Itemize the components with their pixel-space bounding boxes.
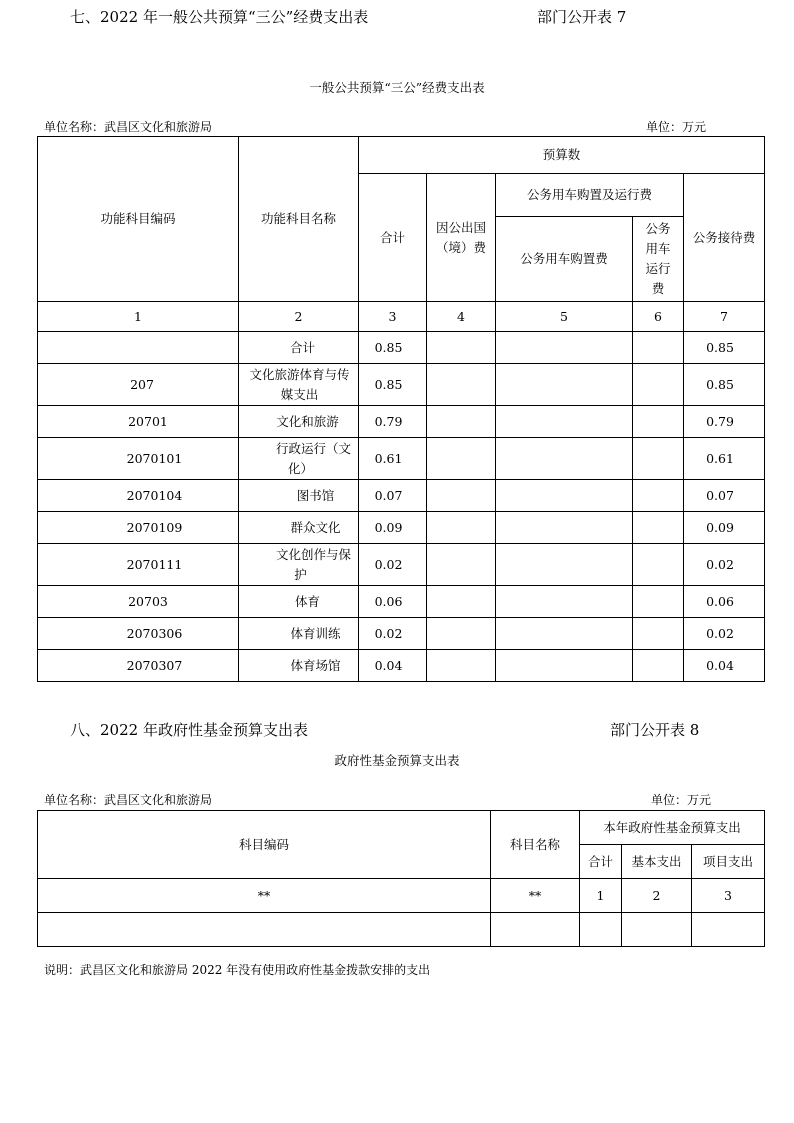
row-name: 文化旅游体育与传媒支出 xyxy=(239,364,359,406)
row-total: 0.02 xyxy=(359,544,427,586)
row-name: 图书馆 xyxy=(239,480,359,512)
section7-table-title: 一般公共预算“三公”经费支出表 xyxy=(309,80,485,95)
col-number: 5 xyxy=(496,302,633,332)
section8-unit: 单位：万元 xyxy=(651,793,712,807)
row-reception: 0.07 xyxy=(684,480,765,512)
col-number: 2 xyxy=(239,302,359,332)
table-row xyxy=(38,332,765,364)
section7-heading: 七、2022 年一般公共预算“三公”经费支出表 xyxy=(70,8,369,26)
header-func-code: 功能科目编码 xyxy=(38,137,239,302)
government-fund-table xyxy=(37,810,765,947)
row-name: 文化创作与保护 xyxy=(239,544,359,586)
header-budget: 预算数 xyxy=(359,137,765,174)
header-fund-basic: 基本支出 xyxy=(622,845,692,879)
row-reception: 0.02 xyxy=(684,618,765,650)
row-code: 2070104 xyxy=(38,480,239,512)
header-vehicle-run: 公务用车运行费 xyxy=(633,217,684,302)
col-number: 3 xyxy=(359,302,427,332)
header-vehicle-purchase: 公务用车购置费 xyxy=(496,217,633,302)
header-subject-code: 科目编码 xyxy=(38,811,491,879)
row-reception: 0.09 xyxy=(684,512,765,544)
row-total: 0.06 xyxy=(359,586,427,618)
row-total: 0.61 xyxy=(359,438,427,480)
row-reception: 0.85 xyxy=(684,364,765,406)
row-code: 20703 xyxy=(38,586,239,618)
row-name: 群众文化 xyxy=(239,512,359,544)
section8-unit-name: 单位名称：武昌区文化和旅游局 xyxy=(44,793,213,807)
row-total: 0.85 xyxy=(359,332,427,364)
row-reception: 0.06 xyxy=(684,586,765,618)
header-fund-total: 合计 xyxy=(580,845,622,879)
section7-unit: 单位：万元 xyxy=(646,120,707,134)
row-name: 行政运行（文化） xyxy=(239,438,359,480)
section8-note: 说明：武昌区文化和旅游局 2022 年没有使用政府性基金拨款安排的支出 xyxy=(44,963,431,977)
row-code: 2070307 xyxy=(38,650,239,682)
section7-tag: 部门公开表 7 xyxy=(537,8,627,26)
table-row xyxy=(38,364,765,406)
row-total: 0.09 xyxy=(359,512,427,544)
row-code: 2070109 xyxy=(38,512,239,544)
row-name: 文化和旅游 xyxy=(239,406,359,438)
row-name: 体育场馆 xyxy=(239,650,359,682)
header-reception: 公务接待费 xyxy=(684,174,765,302)
row-reception: 0.61 xyxy=(684,438,765,480)
row-total: 0.79 xyxy=(359,406,427,438)
row-code: 20701 xyxy=(38,406,239,438)
row-reception: 0.02 xyxy=(684,544,765,586)
row-total: 0.02 xyxy=(359,618,427,650)
row-name: 体育训练 xyxy=(239,618,359,650)
table-row xyxy=(38,650,765,682)
col-number: 4 xyxy=(427,302,496,332)
table-row xyxy=(38,544,765,586)
col-number: 7 xyxy=(684,302,765,332)
header-fund-project: 项目支出 xyxy=(692,845,765,879)
section7-unit-name: 单位名称：武昌区文化和旅游局 xyxy=(44,120,213,134)
row-code: 2070101 xyxy=(38,438,239,480)
table-row xyxy=(38,586,765,618)
col-number: 6 xyxy=(633,302,684,332)
header-vehicle-group: 公务用车购置及运行费 xyxy=(496,174,684,217)
row-name: 合计 xyxy=(239,332,359,364)
row-code xyxy=(38,332,239,364)
table-row xyxy=(38,406,765,438)
col-number: 1 xyxy=(580,879,622,913)
table-row xyxy=(38,618,765,650)
row-total: 0.07 xyxy=(359,480,427,512)
col-number: 3 xyxy=(692,879,765,913)
section8-tag: 部门公开表 8 xyxy=(610,721,700,739)
row-code: 207 xyxy=(38,364,239,406)
row-total: 0.04 xyxy=(359,650,427,682)
col-number: 1 xyxy=(38,302,239,332)
row-reception: 0.04 xyxy=(684,650,765,682)
table-row xyxy=(38,438,765,480)
header-abroad: 因公出国（境）费 xyxy=(427,174,496,302)
table-row xyxy=(38,512,765,544)
header-func-name: 功能科目名称 xyxy=(239,137,359,302)
header-subject-name: 科目名称 xyxy=(491,811,580,879)
row-reception: 0.85 xyxy=(684,332,765,364)
col-number: ** xyxy=(38,879,491,913)
table-row xyxy=(38,913,765,947)
col-number: ** xyxy=(491,879,580,913)
row-code: 2070306 xyxy=(38,618,239,650)
three-public-expense-table xyxy=(37,136,765,682)
table-row xyxy=(38,480,765,512)
row-code: 2070111 xyxy=(38,544,239,586)
section8-heading: 八、2022 年政府性基金预算支出表 xyxy=(70,721,308,739)
row-name: 体育 xyxy=(239,586,359,618)
header-fund-group: 本年政府性基金预算支出 xyxy=(580,811,765,845)
row-reception: 0.79 xyxy=(684,406,765,438)
row-total: 0.85 xyxy=(359,364,427,406)
col-number: 2 xyxy=(622,879,692,913)
header-total: 合计 xyxy=(359,174,427,302)
section8-table-title: 政府性基金预算支出表 xyxy=(334,753,460,768)
